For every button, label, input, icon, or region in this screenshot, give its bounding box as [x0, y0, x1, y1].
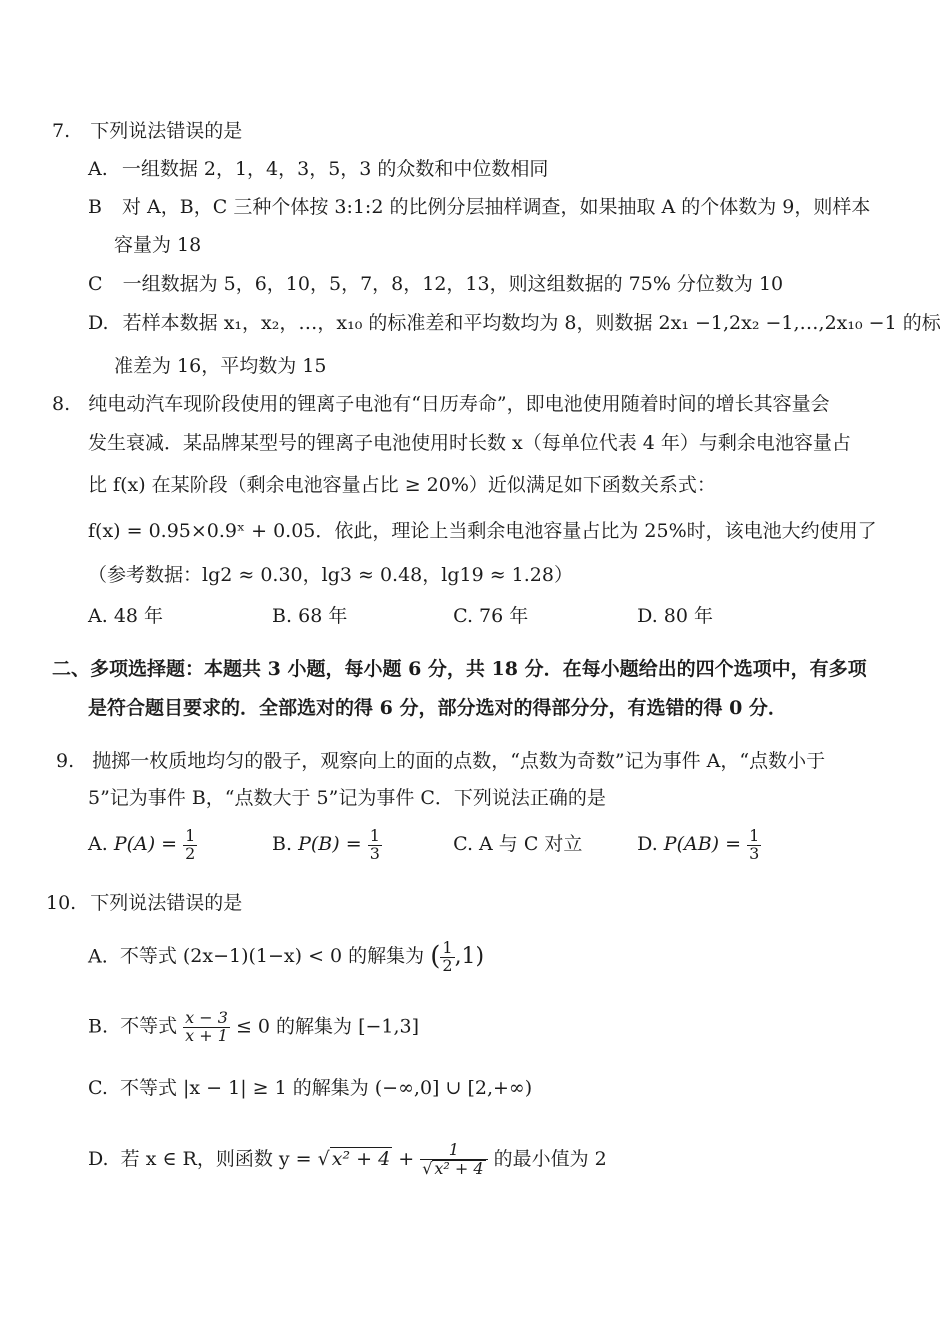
q9-line2: 5”记为事件 B，“点数大于 5”记为事件 C．下列说法正确的是 — [88, 787, 606, 809]
q7-option-a — [88, 158, 548, 181]
q7-option-b — [88, 196, 870, 219]
q7-option-d — [88, 312, 941, 335]
q8-option-b — [272, 605, 447, 628]
option-text: A 与 C 对立 — [479, 833, 583, 856]
q10-option-d — [88, 1142, 607, 1178]
q10-stem-text: 下列说法错误的是 — [90, 892, 243, 914]
option-text: 68 年 — [298, 605, 348, 627]
option-expr: P(A) = — [113, 833, 178, 856]
numerator: 1 — [420, 1142, 487, 1160]
q9-number: 9. — [56, 750, 75, 772]
option-text: 一组数据 2，1，4，3，5，3 的众数和中位数相同 — [121, 158, 549, 180]
option-expr: P(AB) = — [663, 833, 742, 856]
option-label: C. — [453, 605, 473, 627]
numerator: 1 — [749, 826, 760, 845]
q10-number: 10. — [46, 892, 77, 914]
q10-option-b — [88, 1010, 419, 1045]
section2-header-line1: 二、多项选择题：本题共 3 小题，每小题 6 分，共 18 分．在每小题给出的四个选项中，有多项 — [52, 658, 867, 680]
option-label: A. — [88, 158, 108, 180]
q10-option-a — [88, 940, 484, 975]
option-label: D. — [637, 605, 658, 627]
q8-number: 8. — [52, 393, 71, 415]
fraction — [747, 828, 761, 863]
denominator: 3 — [369, 843, 380, 863]
q8-option-d — [637, 605, 713, 628]
q7-stem — [52, 120, 242, 143]
q8-formula-line: f(x) = 0.95×0.9ˣ + 0.05．依此，理论上当剩余电池容量占比为 25%时，该电池大约使用了 — [88, 520, 877, 542]
option-text: 不等式 |x − 1| ≥ 1 的解集为 (−∞,0] ∪ [2,+∞) — [119, 1077, 533, 1099]
q10-stem — [46, 892, 242, 915]
option-text: 不等式 (2x−1)(1−x) < 0 的解集为 — [119, 945, 425, 968]
radicand: x² + 4 — [331, 1147, 391, 1170]
fraction — [440, 940, 454, 975]
q7-option-c — [88, 273, 783, 296]
q7-number: 7. — [52, 120, 71, 142]
q9-option-b — [272, 828, 447, 863]
option-label: A. — [88, 605, 108, 627]
q9-option-a — [88, 828, 266, 863]
q9-option-d — [637, 828, 761, 863]
option-text: 48 年 — [113, 605, 164, 627]
denominator: 3 — [749, 843, 760, 863]
option-label: A. — [88, 945, 108, 968]
denominator: 2 — [185, 843, 196, 863]
q7-option-b-cont: 容量为 18 — [114, 234, 202, 256]
q8-options — [88, 605, 713, 628]
sqrt-icon: √ — [317, 1147, 330, 1170]
denominator: 2 — [442, 955, 453, 975]
numerator: x − 3 — [185, 1008, 228, 1027]
radicand: x² + 4 — [434, 1158, 484, 1178]
q9-line1 — [56, 750, 825, 773]
option-label: A. — [88, 833, 108, 856]
numerator: 1 — [369, 826, 380, 845]
option-text: 若 x ∈ R，则函数 y = — [120, 1147, 312, 1170]
fraction — [183, 1010, 230, 1045]
q9-options — [88, 828, 761, 863]
option-label: C. — [453, 833, 473, 856]
option-text: 一组数据为 5，6，10，5，7，8，12，13，则这组数据的 75% 分位数为 10 — [122, 273, 784, 295]
numerator: 1 — [185, 826, 196, 845]
option-label: D. — [88, 312, 109, 334]
option-label: B. — [272, 833, 293, 856]
q9-option-c — [453, 833, 631, 856]
denominator — [420, 1160, 487, 1178]
option-text: 的最小值为 2 — [493, 1147, 607, 1170]
fraction — [183, 828, 197, 863]
option-label: B. — [88, 1015, 109, 1038]
plus-sign: + — [398, 1147, 415, 1170]
option-text: 76 年 — [479, 605, 529, 627]
denominator: x + 1 — [185, 1025, 228, 1045]
option-label: C. — [88, 1077, 108, 1099]
option-label: B. — [272, 605, 293, 627]
q8-reference-data: （参考数据：lg2 ≈ 0.30，lg3 ≈ 0.48，lg19 ≈ 1.28） — [88, 564, 573, 586]
section2-header-line2: 是符合题目要求的．全部选对的得 6 分，部分选对的得部分分，有选错的得 0 分． — [88, 697, 787, 719]
numerator: 1 — [442, 938, 453, 957]
q7-stem-text: 下列说法错误的是 — [90, 120, 243, 142]
option-label: D. — [88, 1147, 109, 1170]
q8-line3: 比 f(x) 在某阶段（剩余电池容量占比 ≥ 20%）近似满足如下函数关系式： — [88, 474, 716, 496]
option-text: ≤ 0 的解集为 [−1,3] — [235, 1015, 420, 1038]
option-text: 若样本数据 x₁，x₂，…，x₁₀ 的标准差和平均数均为 8，则数据 2x₁ −1,2x₂ −1,…,2x₁₀ −1 的标 — [122, 312, 941, 334]
option-text: 对 A，B，C 三种个体按 3:1:2 的比例分层抽样调查，如果抽取 A 的个体数为 9，则样本 — [122, 196, 871, 218]
q8-option-c — [453, 605, 631, 628]
option-expr: P(B) = — [298, 833, 362, 856]
option-text: 80 年 — [663, 605, 714, 627]
q7-option-d-cont: 准差为 16，平均数为 15 — [114, 355, 327, 377]
q8-line2: 发生衰减．某品牌某型号的锂离子电池使用时长数 x（每单位代表 4 年）与剩余电池容量占 — [88, 432, 851, 454]
interval-close: ,1) — [454, 944, 485, 970]
option-label: B — [88, 196, 102, 218]
q9-text: 抛掷一枚质地均匀的骰子，观察向上的面的点数，“点数为奇数”记为事件 A，“点数小于 — [92, 750, 826, 772]
option-text: 不等式 — [120, 1015, 178, 1038]
fraction — [368, 828, 382, 863]
q10-option-c — [88, 1077, 532, 1100]
option-label: C — [88, 273, 103, 295]
fraction — [420, 1142, 487, 1178]
q8-option-a — [88, 605, 266, 628]
q8-text: 纯电动汽车现阶段使用的锂离子电池有“日历寿命”，即电池使用随着时间的增长其容量会 — [88, 393, 830, 415]
option-label: D. — [637, 833, 658, 856]
sqrt-icon: √ — [422, 1158, 433, 1178]
interval-open: ( — [430, 941, 441, 972]
q8-line1 — [52, 393, 830, 416]
